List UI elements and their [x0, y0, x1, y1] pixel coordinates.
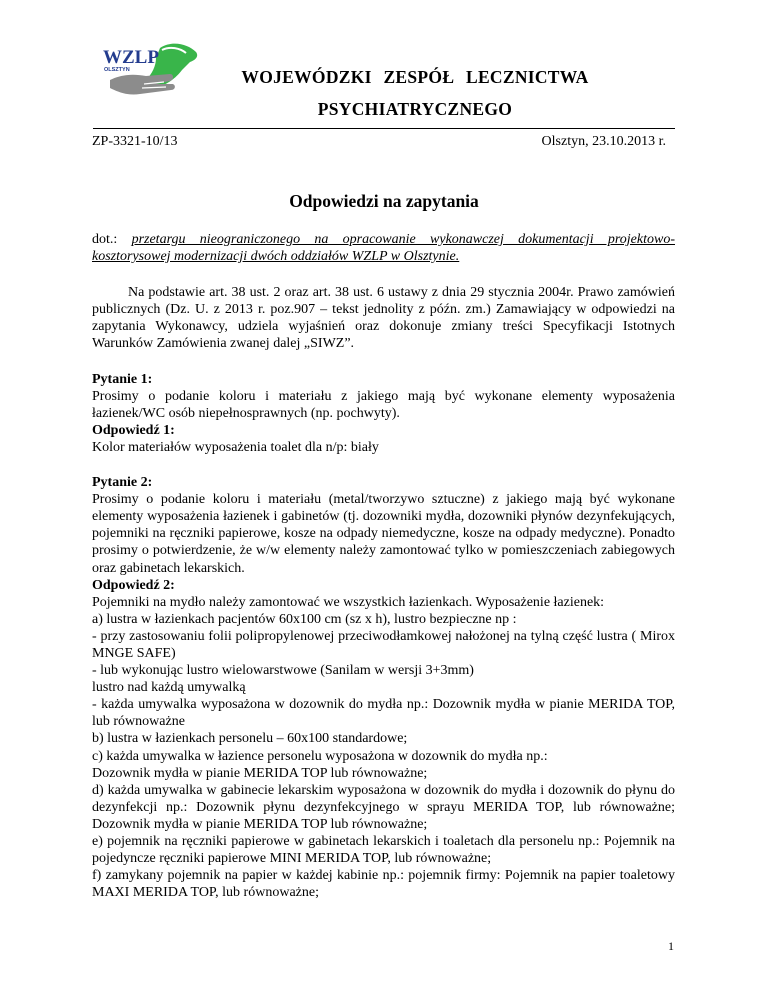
- intro-paragraph: Na podstawie art. 38 ust. 2 oraz art. 38 ust. 6 ustawy z dnia 29 stycznia 2004r. Prawo zamówień publicznych (Dz. U. z 2013 r. poz.907 – tekst jednolity z późn. zm.) Zamawiający w odpowiedzi na zapytania Wykonawcy, udziela wyjaśnień oraz dokonuje zmiany treści Specyfikacji Istotnych Warunków Zamówienia zwanej dalej „SIWZ”.: [92, 285, 675, 352]
- document-date: Olsztyn, 23.10.2013 r.: [541, 134, 666, 149]
- question-1-text: Prosimy o podanie koloru i materiału z jakiego mają być wykonane elementy wyposażenia łazienek/WC osób niepełnosprawnych (np. pochwyty).: [92, 388, 675, 421]
- answer-2-line: lustro nad każdą umywalką: [92, 680, 246, 696]
- page-number: 1: [668, 939, 674, 953]
- question-2-text: Prosimy o podanie koloru i materiału (metal/tworzywo sztuczne) z jakiego mają być wykonane elementy wyposażenia łazienek i gabinetów (tj. dozowniki mydła, dozowniki płynów dezynfekujących, pojemniki na ręczniki papierowe, kosze na odpady niemedyczne, kosze na odpady medyczne). Ponadto prosimy o potwierdzenie, że w/w elementy należy zamontować tylko w pomieszczeniach zabiegowych oraz gabinetach lekarskich.: [92, 492, 675, 576]
- answer-2-line: e) pojemnik na ręczniki papierowe w gabinetach lekarskich i toaletach dla personelu np.: Pojemnik na pojedyncze ręczniki papierowe MINI MERIDA TOP, lub równoważne;: [92, 834, 675, 867]
- subject-prefix: dot.:: [92, 232, 132, 247]
- answer-1-label: Odpowiedź 1:: [92, 422, 175, 438]
- subject-text: przetargu nieograniczonego na opracowanie wykonawczej dokumentacji projektowo-kosztorysowej modernizacji dwóch oddziałów WZLP w Olsztynie.: [92, 232, 675, 265]
- reference-number: ZP-3321-10/13: [92, 134, 178, 149]
- answer-2-label: Odpowiedź 2:: [92, 577, 175, 593]
- question-2-label: Pytanie 2:: [92, 475, 153, 491]
- organization-name: [205, 61, 625, 125]
- answer-2-line: d) każda umywalka w gabinecie lekarskim wyposażona w dozownik do mydła i dozownik do płynu do dezynfekcji np.: Dozownik płynu dezynfekcyjnego w sprayu MERIDA TOP, lub równoważne; Dozownik mydła w pianie MERIDA TOP lub równoważne;: [92, 782, 675, 832]
- answer-2-line: c) każda umywalka w łazience personelu wyposażona w dozownik do mydła np.:: [92, 748, 548, 764]
- header-rule: [93, 128, 675, 129]
- document-body: [92, 231, 675, 901]
- answer-2-line: Pojemniki na mydło należy zamontować we wszystkich łazienkach. Wyposażenie łazienek:: [92, 594, 605, 610]
- answer-2-line: - każda umywalka wyposażona w dozownik do mydła np.: Dozownik mydła w pianie MERIDA TOP, lub równoważne: [92, 697, 675, 730]
- organization-name-line2: PSYCHIATRYCZNEGO: [317, 99, 513, 119]
- logo-subtext: OLSZTYN: [104, 67, 130, 73]
- wzlp-logo: [100, 40, 200, 98]
- answer-2-line: Dozownik mydła w pianie MERIDA TOP lub równoważne;: [92, 765, 428, 781]
- logo-text: WZLP: [103, 47, 159, 68]
- organization-name-line1: WOJEWÓDZKI ZESPÓŁ LECZNICTWA: [241, 67, 589, 87]
- answer-2-line: a) lustra w łazienkach pacjentów 60x100 cm (sz x h), lustro bezpieczne np :: [92, 611, 517, 627]
- answer-1-text: Kolor materiałów wyposażenia toalet dla n/p: biały: [92, 439, 379, 455]
- answer-2-line: f) zamykany pojemnik na papier w każdej kabinie np.: pojemnik firmy: Pojemnik na papier toaletowy MAXI MERIDA TOP, lub równoważne;: [92, 868, 675, 901]
- answer-2-line: - przy zastosowaniu folii polipropylenowej przeciwodłamkowej nałożonej na tylną część lustra ( Mirox MNGE SAFE): [92, 628, 675, 661]
- answer-2-line: - lub wykonując lustro wielowarstwowe (Sanilam w wersji 3+3mm): [92, 663, 474, 679]
- question-1-label: Pytanie 1:: [92, 371, 153, 387]
- document-title: Odpowiedzi na zapytania: [289, 191, 479, 211]
- subject-line: [92, 231, 675, 265]
- answer-2-line: b) lustra w łazienkach personelu – 60x100 standardowe;: [92, 731, 408, 747]
